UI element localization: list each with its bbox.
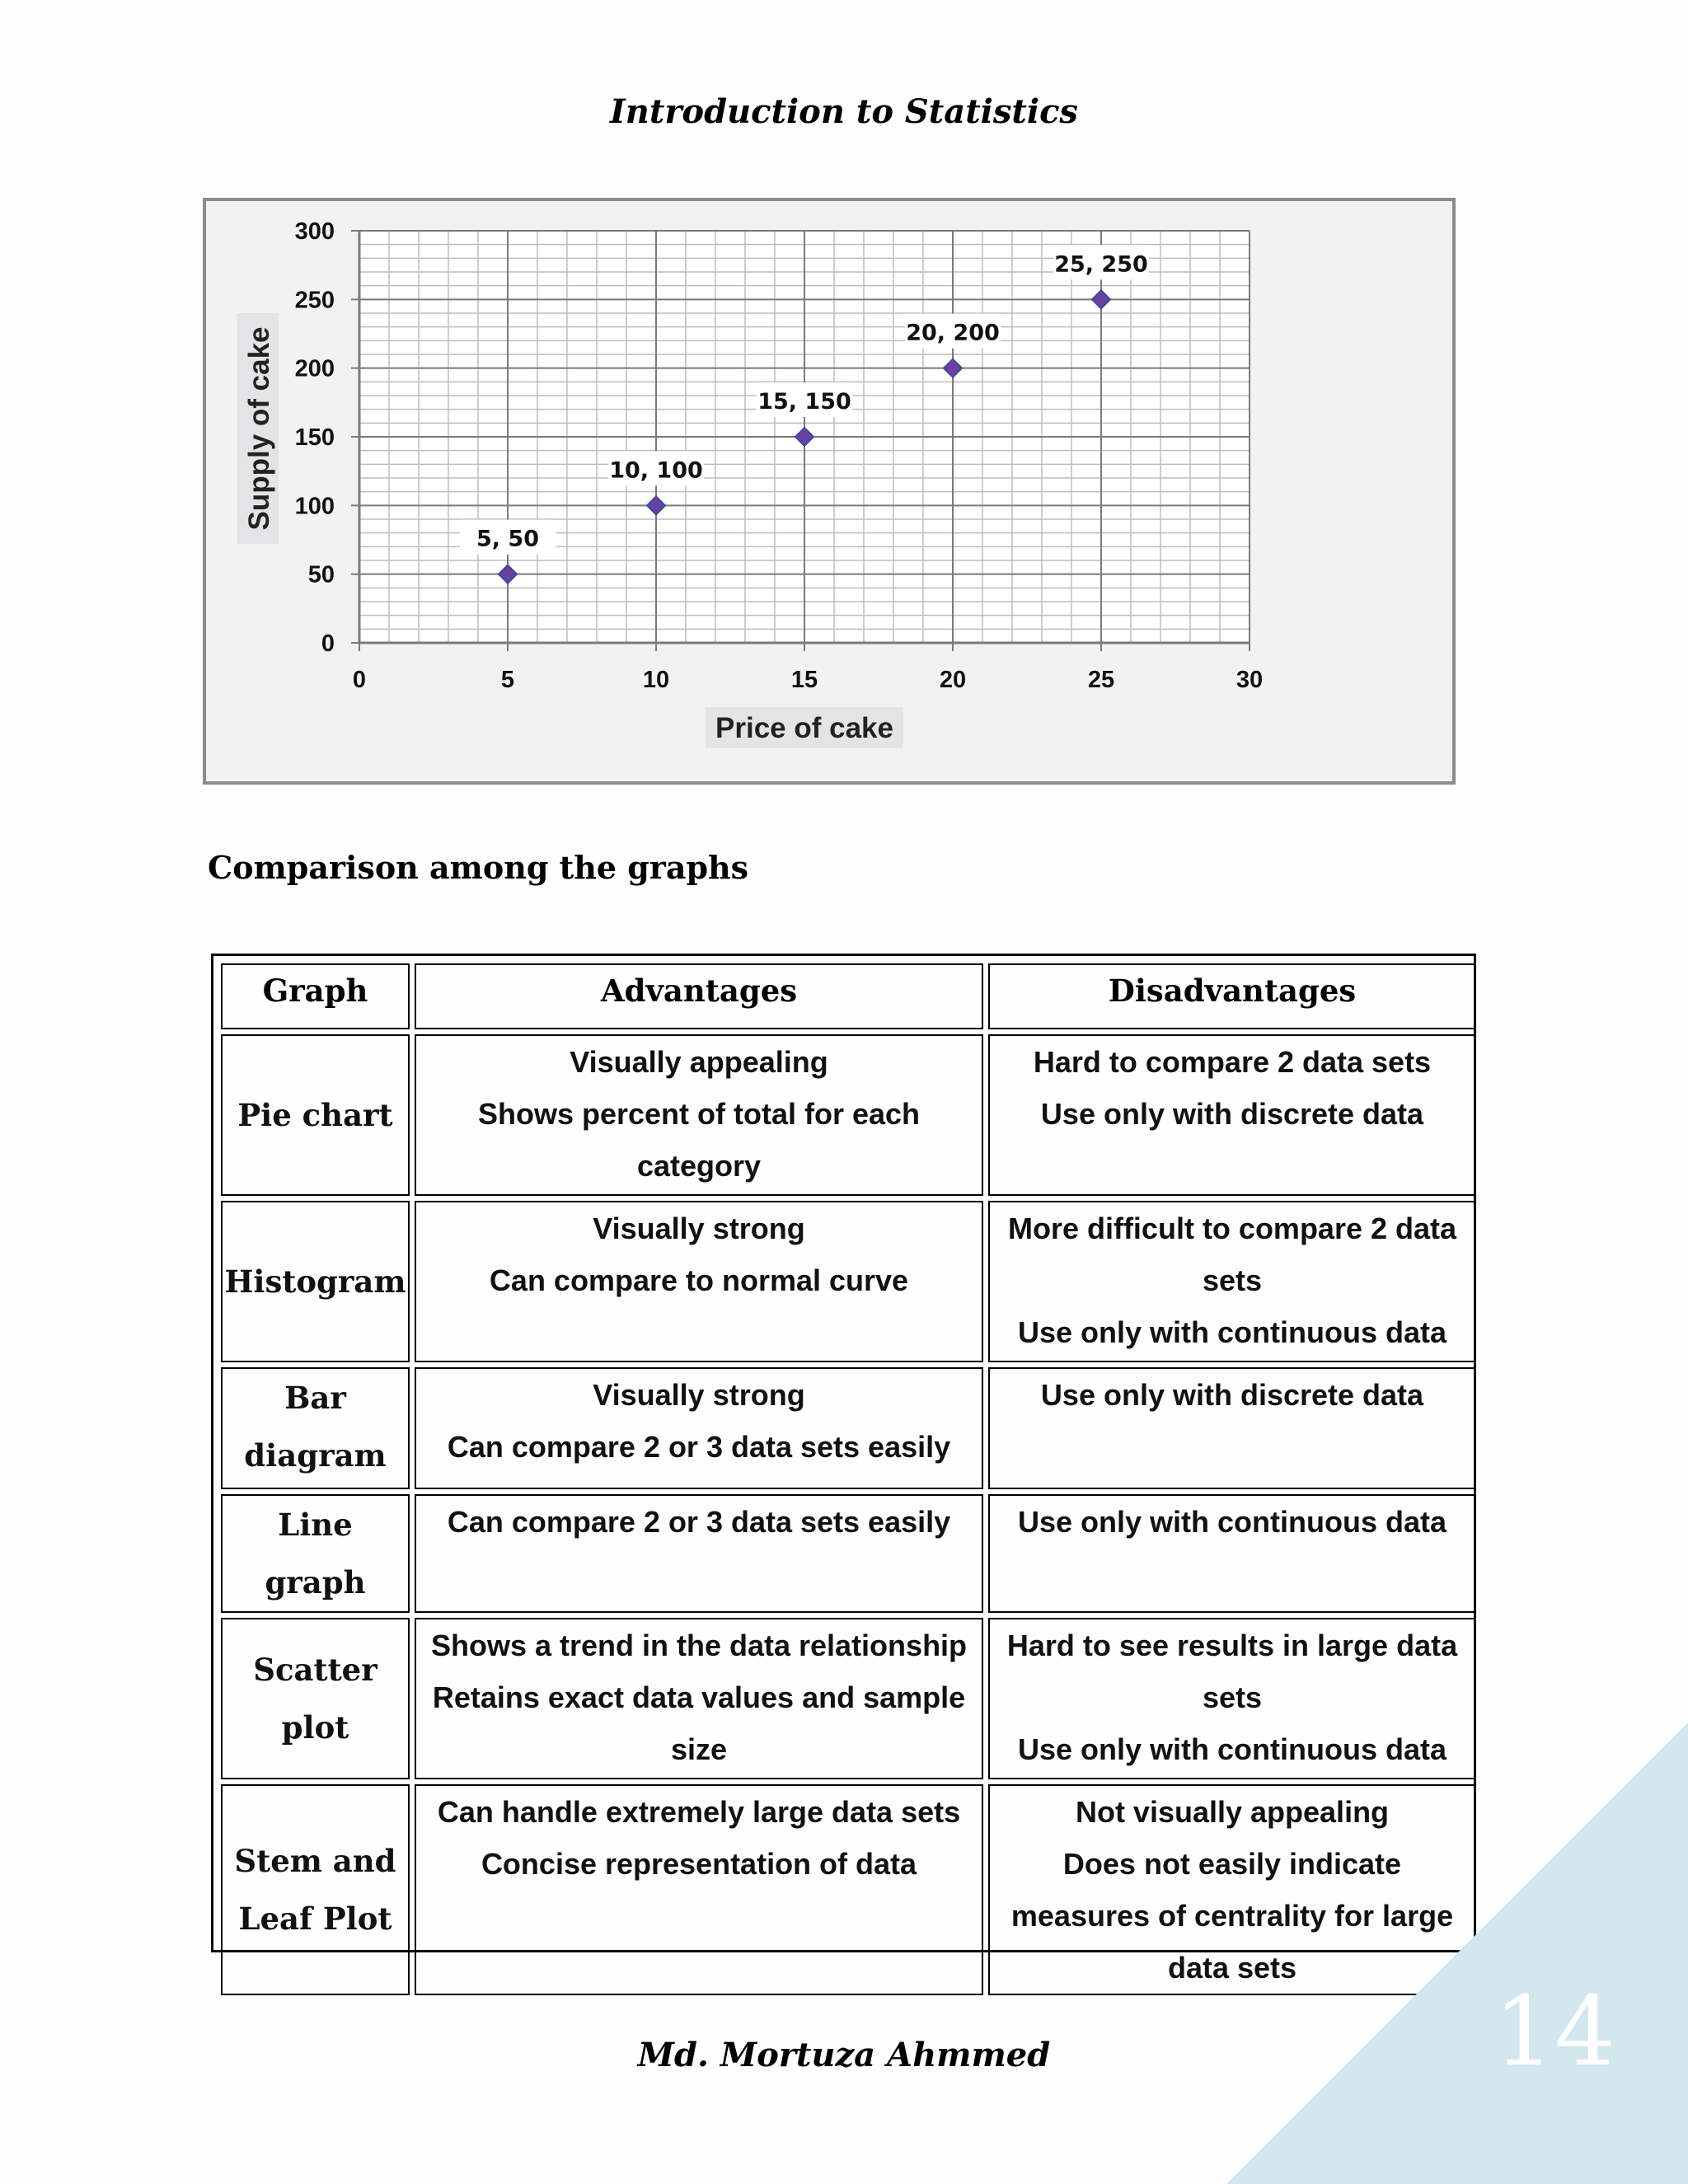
section-title: Comparison among the graphs: [208, 849, 749, 886]
advantages-line: Visually appealing: [570, 1045, 828, 1079]
graph-line: Pie chart: [237, 1097, 393, 1133]
x-tick-label: 30: [1236, 667, 1264, 693]
y-axis-title: Supply of cake: [243, 326, 275, 531]
advantages-line: Shows percent of total for each: [477, 1097, 921, 1131]
disadvantages-line: Hard to see results in large data: [1006, 1629, 1458, 1662]
disadvantages-line: Use only with discrete data: [1040, 1097, 1424, 1131]
header-disadvantages: Disadvantages: [988, 963, 1476, 1029]
disadvantages-cell: [988, 1034, 1476, 1196]
graph-cell: [221, 1494, 410, 1613]
scatter-chart: [203, 198, 1456, 785]
page-header: Introduction to Statistics: [610, 92, 1078, 131]
x-tick-label: 20: [939, 667, 967, 693]
graph-line: diagram: [244, 1437, 387, 1474]
y-tick-label: 0: [321, 630, 335, 657]
graph-cell: [221, 1784, 410, 1995]
comparison-table: [211, 954, 1476, 1985]
y-tick-label: 200: [294, 355, 335, 382]
header-graph: Graph: [221, 963, 410, 1029]
graph-line: Bar: [284, 1380, 346, 1416]
disadvantages-line: Use only with discrete data: [1040, 1378, 1424, 1412]
advantages-cell: [415, 1034, 983, 1196]
advantages-cell: [415, 1618, 983, 1779]
table-row: [221, 1618, 1476, 1779]
graph-line: Leaf Plot: [238, 1900, 392, 1937]
data-label: 15, 150: [757, 389, 851, 415]
disadvantages-line: measures of centrality for large: [1010, 1899, 1454, 1933]
y-tick-label: 100: [294, 493, 335, 520]
advantages-line: Shows a trend in the data relationship: [430, 1629, 968, 1662]
disadvantages-cell: [988, 1494, 1476, 1613]
advantages-line: Visually strong: [593, 1378, 805, 1412]
data-label: 25, 250: [1054, 251, 1148, 278]
data-label: 10, 100: [609, 457, 703, 484]
table-row: [221, 1784, 1476, 1995]
advantages-line: Can compare 2 or 3 data sets easily: [447, 1505, 951, 1539]
advantages-line: Can handle extremely large data sets: [437, 1795, 961, 1829]
advantages-cell: [415, 1367, 983, 1489]
disadvantages-line: Hard to compare 2 data sets: [1033, 1045, 1432, 1079]
x-axis-title: Price of cake: [715, 712, 893, 744]
disadvantages-line: Use only with continuous data: [1017, 1505, 1447, 1539]
advantages-line: Visually strong: [593, 1212, 805, 1245]
table-row: [221, 1367, 1476, 1489]
advantages-cell: [415, 1494, 983, 1613]
disadvantages-cell: [988, 1618, 1476, 1779]
y-tick-label: 250: [294, 287, 335, 314]
data-label: 5, 50: [476, 526, 540, 552]
disadvantages-cell: [988, 1201, 1476, 1362]
disadvantages-line: Not visually appealing: [1075, 1795, 1390, 1829]
advantages-line: category: [636, 1149, 762, 1183]
y-tick-label: 150: [294, 424, 335, 451]
graph-line: Scatter plot: [253, 1652, 377, 1746]
advantages-line: Concise representation of data: [481, 1847, 917, 1881]
x-tick-label: 25: [1087, 667, 1115, 693]
advantages-line: size: [670, 1732, 728, 1766]
advantages-cell: [415, 1784, 983, 1995]
scatter-chart-svg: [206, 201, 1452, 781]
disadvantages-line: sets: [1202, 1680, 1263, 1714]
advantages-cell: [415, 1201, 983, 1362]
disadvantages-cell: [988, 1367, 1476, 1489]
graph-line: Stem and: [234, 1843, 396, 1879]
disadvantages-line: sets: [1202, 1263, 1263, 1297]
disadvantages-line: Does not easily indicate: [1062, 1847, 1402, 1881]
graph-cell: [221, 1201, 410, 1362]
x-tick-label: 10: [642, 667, 670, 693]
advantages-line: Can compare to normal curve: [489, 1263, 909, 1297]
advantages-line: Can compare 2 or 3 data sets easily: [447, 1430, 951, 1464]
data-label: 20, 200: [906, 320, 1000, 346]
graph-cell: [221, 1618, 410, 1779]
disadvantages-cell: [988, 1784, 1476, 1995]
page-footer: Md. Mortuza Ahmmed: [637, 2036, 1051, 2074]
header-advantages: Advantages: [415, 963, 983, 1029]
x-tick-label: 0: [352, 667, 367, 693]
x-tick-label: 5: [500, 667, 515, 693]
disadvantages-line: Use only with continuous data: [1017, 1315, 1447, 1349]
x-tick-label: 15: [790, 667, 818, 693]
advantages-line: Retains exact data values and sample: [432, 1680, 966, 1714]
y-tick-label: 50: [307, 561, 335, 588]
graph-line: Line graph: [265, 1507, 366, 1601]
page-number: 14: [1493, 1976, 1615, 2088]
y-tick-label: 300: [294, 218, 335, 245]
disadvantages-line: More difficult to compare 2 data: [1007, 1212, 1457, 1245]
table-row: [221, 1034, 1476, 1196]
graph-cell: [221, 1034, 410, 1196]
disadvantages-line: data sets: [1167, 1951, 1297, 1985]
graph-line: Histogram: [224, 1263, 406, 1300]
table-row: [221, 1494, 1476, 1613]
disadvantages-line: Use only with continuous data: [1017, 1732, 1447, 1766]
graph-cell: [221, 1367, 410, 1489]
table-row: [221, 1201, 1476, 1362]
